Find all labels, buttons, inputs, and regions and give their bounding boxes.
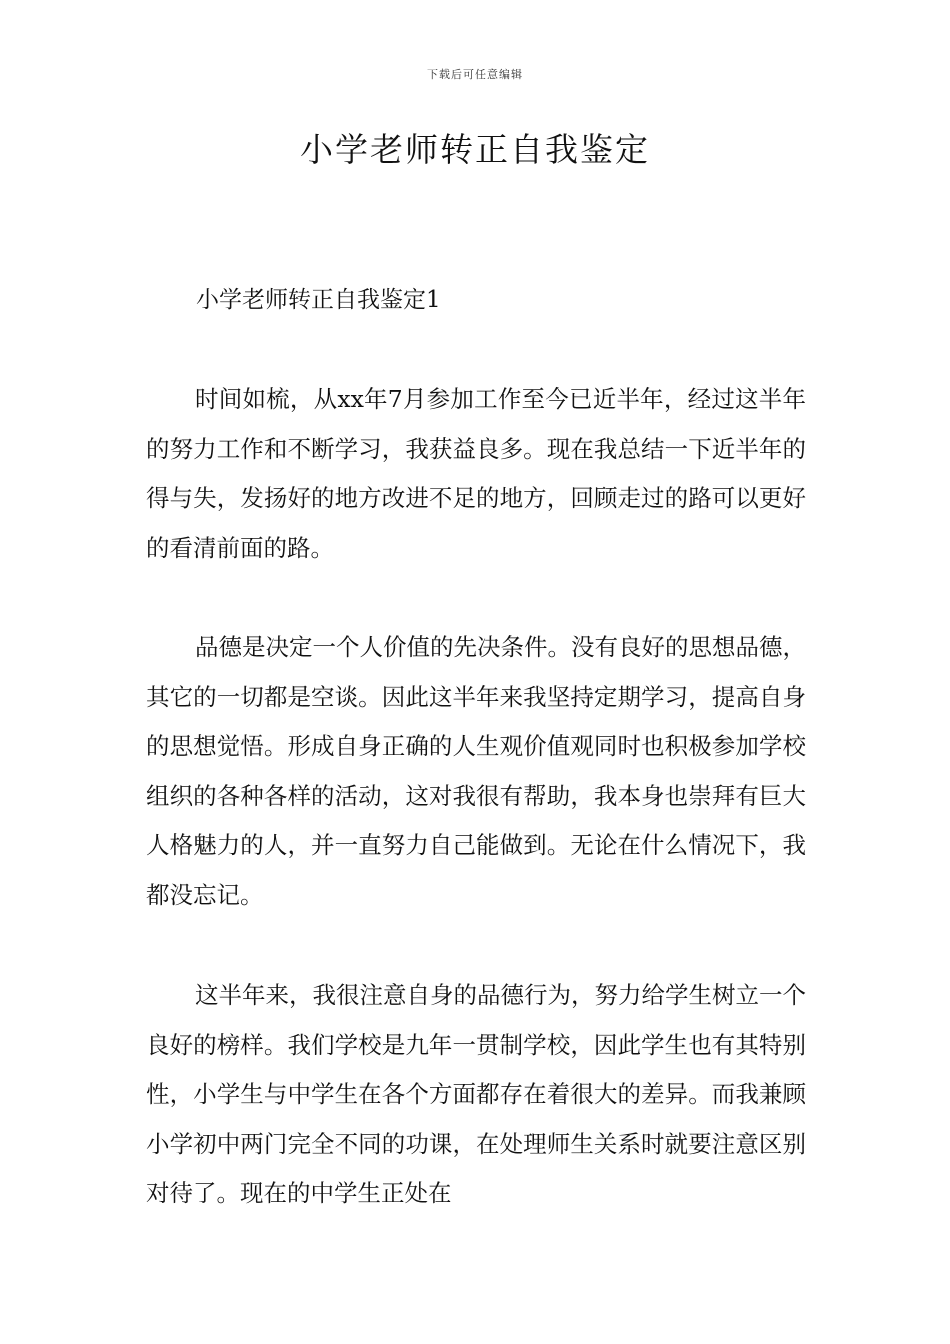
body-paragraph-1: 时间如梳，从xx年7月参加工作至今已近半年，经过这半年的努力工作和不断学习，我获益良多。现在我总结一下近半年的得与失，发扬好的地方改进不足的地方，回顾走过的路可以更好的看清前面的路。 (146, 385, 806, 562)
section-heading: 小学老师转正自我鉴定1 (196, 287, 441, 313)
document-title: 小学老师转正自我鉴定 (300, 130, 650, 169)
header-note: 下载后可任意编辑 (427, 68, 523, 81)
body-paragraph-2: 品德是决定一个人价值的先决条件。没有良好的思想品德，其它的一切都是空谈。因此这半年来我坚持定期学习，提高自身的思想觉悟。形成自身正确的人生观价值观同时也积极参加学校组织的各种各样的活动，这对我很有帮助，我本身也崇拜有巨大人格魅力的人，并一直努力自己能做到。无论在什么情况下，我都没忘记。 (146, 633, 806, 909)
body-paragraph-3: 这半年来，我很注意自身的品德行为，努力给学生树立一个良好的榜样。我们学校是九年一贯制学校，因此学生也有其特别性，小学生与中学生在各个方面都存在着很大的差异。而我兼顾小学初中两门完全不同的功课，在处理师生关系时就要注意区别对待了。现在的中学生正处在 (146, 981, 806, 1207)
